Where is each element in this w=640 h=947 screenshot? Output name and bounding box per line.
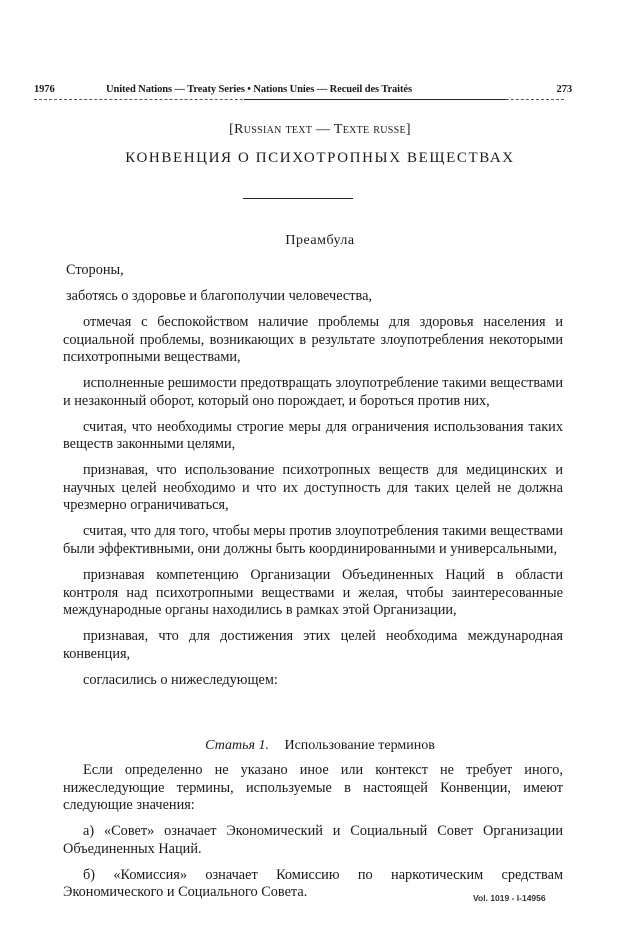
article-1-heading xyxy=(0,738,640,754)
article-paragraph: а) «Совет» означает Экономический и Социальный Совет Организации Объединенных Наций. xyxy=(63,823,563,857)
running-head xyxy=(34,84,572,100)
preamble-paragraph: заботясь о здоровье и благополучии человечества, xyxy=(66,287,373,304)
article-title: Использование терминов xyxy=(284,738,435,753)
article-paragraph: Если определенно не указано иное или контекст не требует иного, нижеследующие термины, используемые в настоящей Конвенции, имеют следующие значения: xyxy=(63,762,563,814)
running-head-year: 1976 xyxy=(34,84,55,95)
running-head-title: United Nations — Treaty Series • Nations Unies — Recueil des Traités xyxy=(106,84,412,95)
preamble-paragraph: согласились о нижеследующем: xyxy=(83,671,278,688)
article-paragraph: б) «Комиссия» означает Комиссию по наркотическим средствам Экономического и Социального Совета. xyxy=(63,866,563,901)
preamble-paragraph: отмечая с беспокойством наличие проблемы для здоровья населения и социальной проблемы, возникающих в результате злоупотребления некоторыми психотропными веществами, xyxy=(63,313,563,366)
running-head-rule xyxy=(244,99,506,100)
preamble-paragraph: признавая, что для достижения этих целей необходима международная конвенция, xyxy=(63,628,563,662)
preamble-paragraph: считая, что для того, чтобы меры против злоупотребления такими веществами были эффективными, они должны быть координированными и универсальными, xyxy=(63,523,563,558)
preamble-heading: Преамбула xyxy=(285,233,355,248)
preamble-paragraph: Стороны, xyxy=(66,262,124,278)
preamble-paragraph: исполненные решимости предотвращать злоупотребление такими веществами и незаконный оборот, который оно порождает, и бороться против них, xyxy=(63,375,563,409)
volume-code: Vol. 1019 - I-14956 xyxy=(473,893,546,903)
article-1-body xyxy=(63,762,563,910)
document-title: КОНВЕНЦИЯ О ПСИХОТРОПНЫХ ВЕЩЕСТВАХ xyxy=(125,150,515,166)
preamble-paragraph: считая, что необходимы строгие меры для ограничения использования таких веществ законными целями, xyxy=(63,418,563,453)
preamble-body xyxy=(63,262,563,698)
preamble-paragraph: признавая компетенцию Организации Объединенных Наций в области контроля над психотропными веществами и желая, чтобы заинтересованные международные органы находились в рамках этой Организации, xyxy=(63,567,563,619)
preamble-paragraph: признавая, что использование психотропных веществ для медицинских и научных целей необходимо и что их доступность для таких целей не должна чрезмерно ограничиваться, xyxy=(63,462,563,514)
language-label: [Russian text — Texte russe] xyxy=(229,122,411,137)
article-number: Статья 1. xyxy=(205,738,269,753)
page-number: 273 xyxy=(556,84,572,95)
title-divider xyxy=(243,198,353,199)
